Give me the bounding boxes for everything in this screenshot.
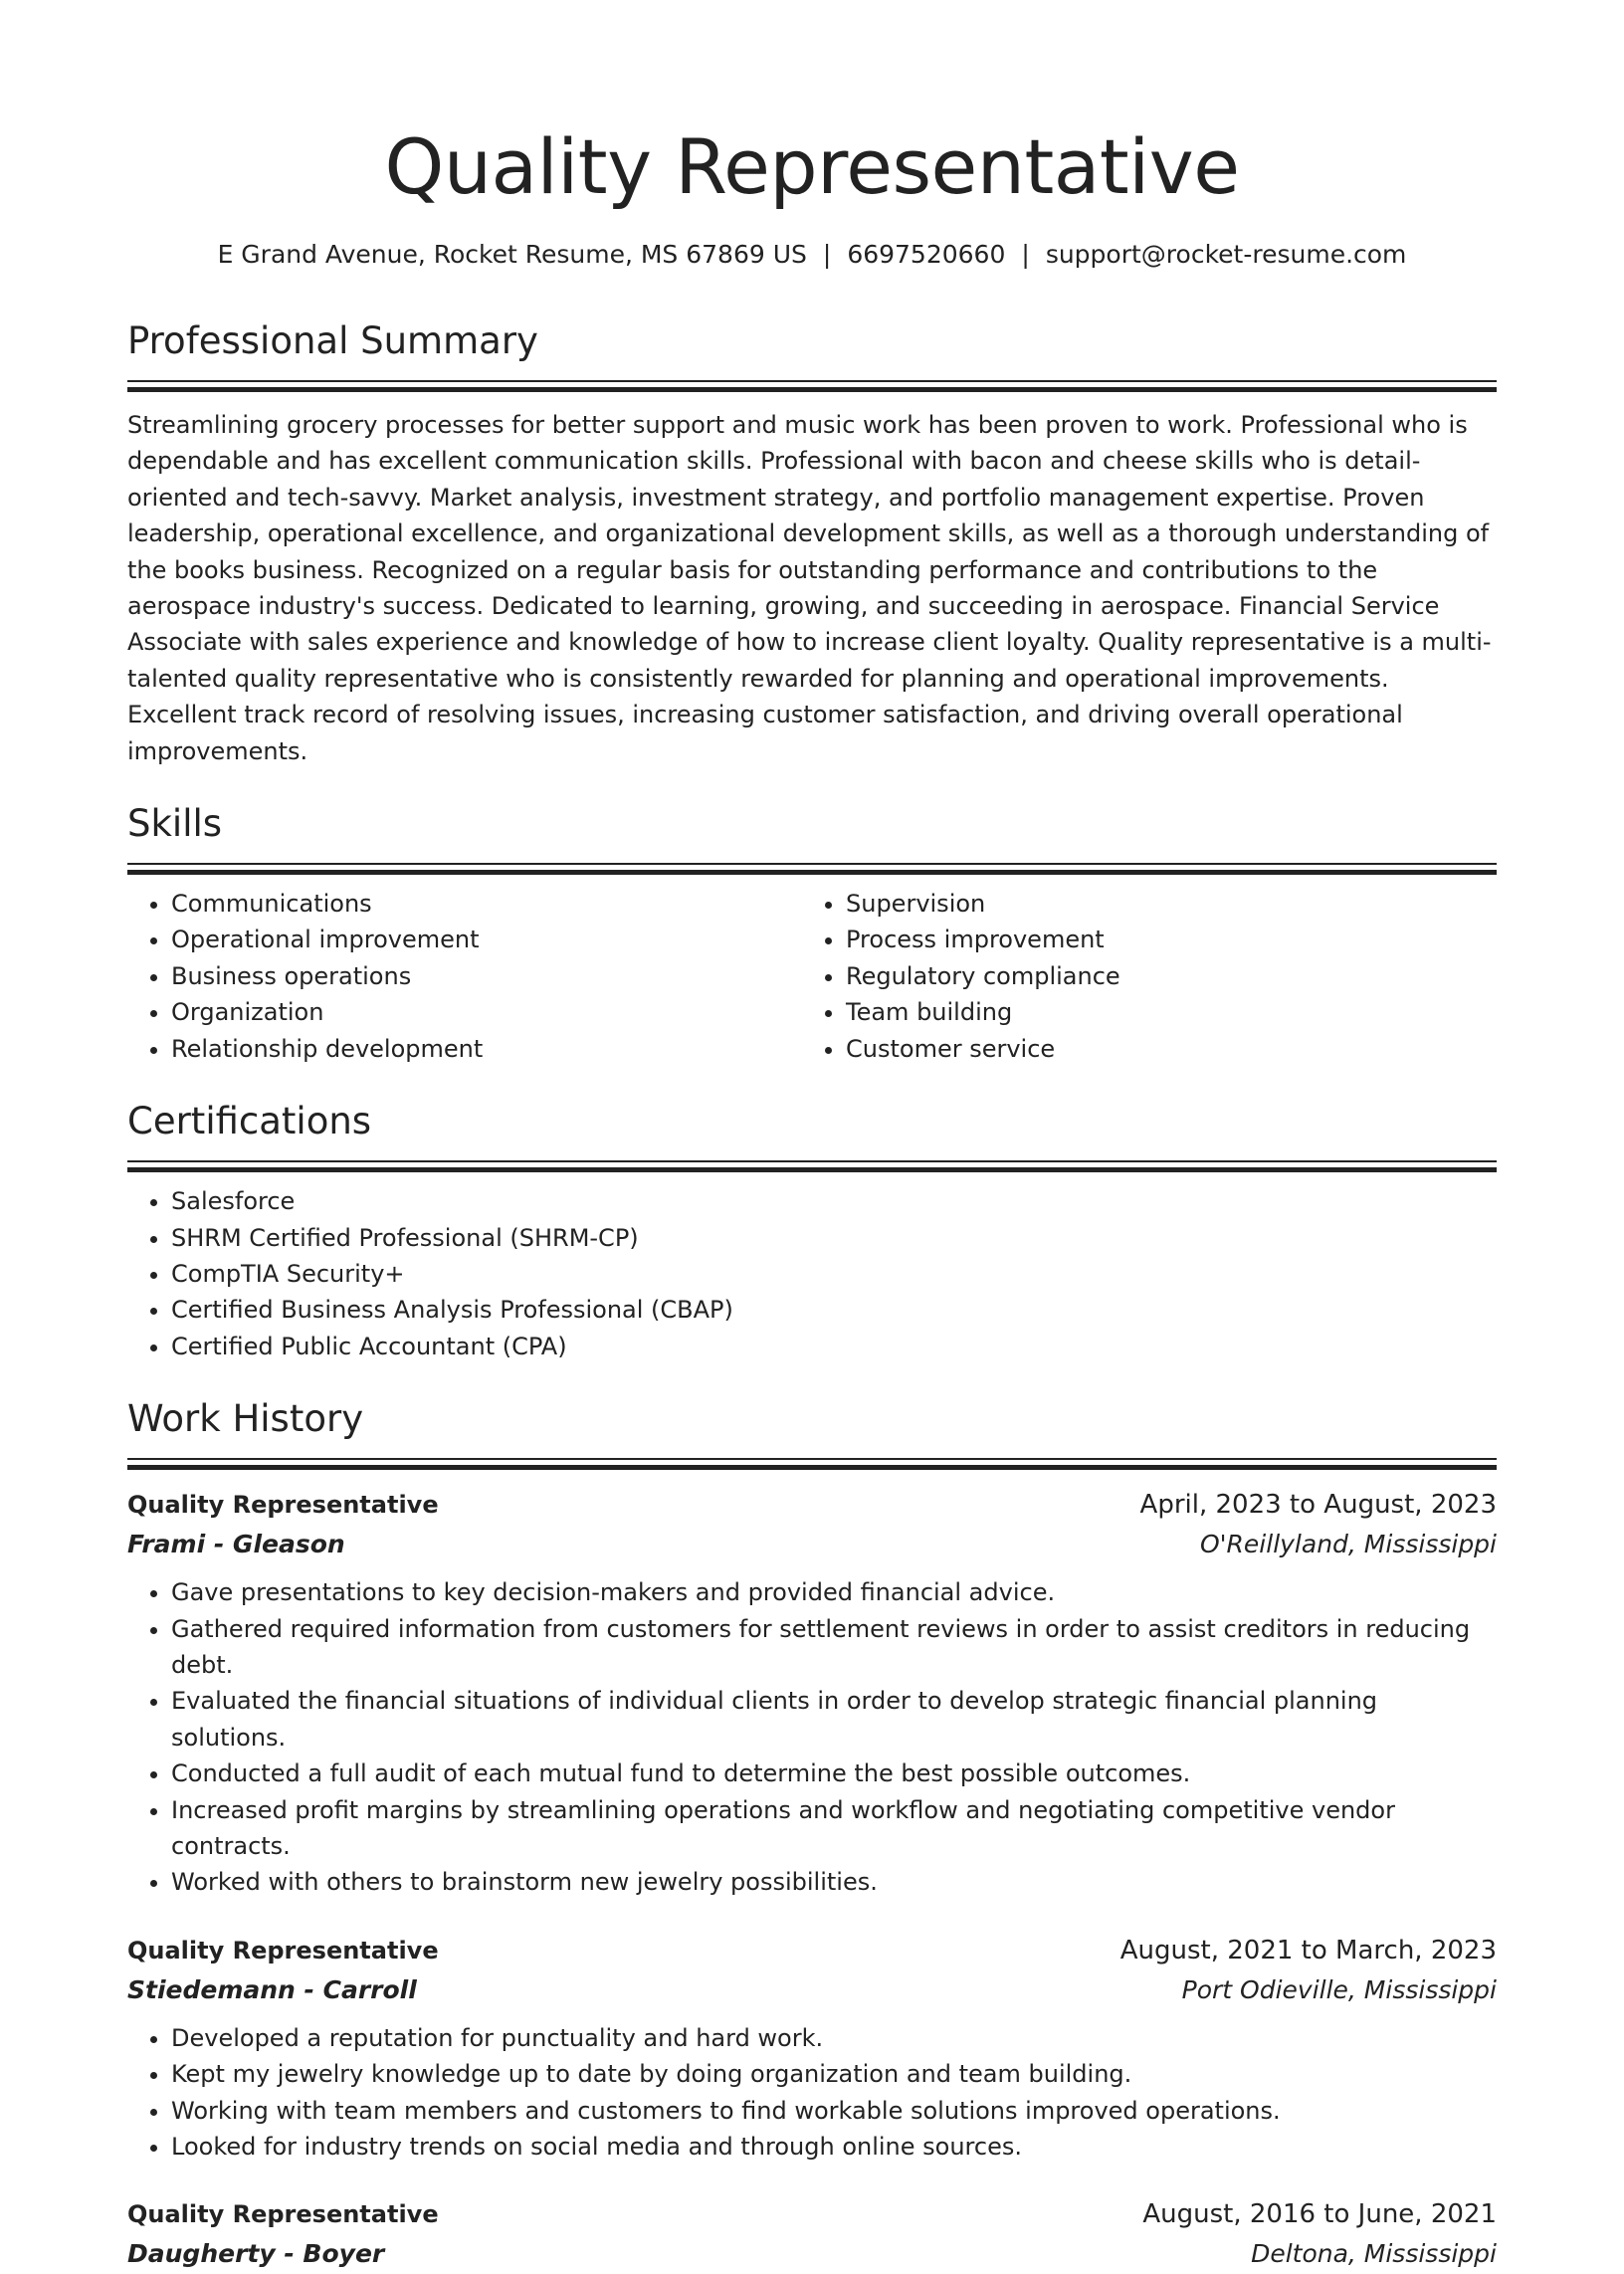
section-divider bbox=[127, 1160, 1497, 1173]
skill-item: • Operational improvement bbox=[171, 922, 802, 957]
job-location: Port Odieville, Mississippi bbox=[1181, 1974, 1497, 2004]
section-title-certifications: Certifications bbox=[127, 1100, 372, 1143]
job-company-row bbox=[127, 1970, 1497, 2010]
job-entry bbox=[127, 2194, 1497, 2274]
contact-separator: | bbox=[822, 240, 832, 269]
job-dates: April, 2023 to August, 2023 bbox=[1139, 1490, 1497, 1521]
resume-name: Quality Representative bbox=[384, 122, 1240, 211]
job-company: Frami - Gleason bbox=[127, 1530, 345, 1559]
job-entry bbox=[127, 1931, 1497, 2166]
job-bullets bbox=[127, 1574, 1497, 1901]
job-entry bbox=[127, 1485, 1497, 1901]
contact-phone: 6697520660 bbox=[847, 240, 1006, 269]
skill-item: • Business operations bbox=[171, 958, 802, 994]
job-dates: August, 2016 to June, 2021 bbox=[1142, 2199, 1497, 2230]
job-company: Stiedemann - Carroll bbox=[127, 1974, 417, 2004]
certifications-list bbox=[127, 1183, 1497, 1364]
skills-list-left bbox=[127, 886, 802, 1067]
job-title: Quality Representative bbox=[127, 1936, 439, 1964]
section-divider bbox=[127, 380, 1497, 393]
skill-item: • Team building bbox=[846, 994, 1477, 1030]
skill-item: • Regulatory compliance bbox=[846, 958, 1477, 994]
certifications-section bbox=[127, 1097, 1497, 1364]
skill-item: • Process improvement bbox=[846, 922, 1477, 957]
certification-item: • Salesforce bbox=[171, 1183, 1497, 1219]
job-company: Daugherty - Boyer bbox=[127, 2239, 385, 2269]
job-location: O'Reillyland, Mississippi bbox=[1200, 1530, 1497, 1559]
skills-section bbox=[127, 799, 1497, 1067]
job-bullet: • Gave presentations to key decision-makers and provided financial advice. bbox=[171, 1574, 1497, 1610]
certification-item: • SHRM Certified Professional (SHRM-CP) bbox=[171, 1220, 1497, 1256]
summary-section bbox=[127, 316, 1497, 769]
contact-line bbox=[127, 237, 1497, 273]
job-bullet: • Worked with others to brainstorm new jewelry possibilities. bbox=[171, 1864, 1497, 1900]
job-bullet: • Conducted a full audit of each mutual fund to determine the best possible outcomes. bbox=[171, 1756, 1497, 1791]
work-history-section bbox=[127, 1394, 1497, 2274]
contact-address: E Grand Avenue, Rocket Resume, MS 67869 US bbox=[217, 240, 807, 269]
skills-grid bbox=[127, 886, 1497, 1067]
skills-list-right bbox=[802, 886, 1477, 1067]
job-title: Quality Representative bbox=[127, 1491, 439, 1520]
job-location: Deltona, Mississippi bbox=[1251, 2239, 1497, 2269]
job-bullet: • Working with team members and customers to find workable solutions improved operations. bbox=[171, 2093, 1497, 2129]
section-divider bbox=[127, 1458, 1497, 1471]
skill-item: • Customer service bbox=[846, 1031, 1477, 1067]
resume-page bbox=[127, 0, 1497, 2274]
skill-item: • Relationship development bbox=[171, 1031, 802, 1067]
section-title-summary: Professional Summary bbox=[127, 319, 538, 362]
certification-item: • CompTIA Security+ bbox=[171, 1256, 1497, 1292]
job-bullet: • Kept my jewelry knowledge up to date by doing organization and team building. bbox=[171, 2056, 1497, 2092]
skill-item: • Supervision bbox=[846, 886, 1477, 922]
job-header-row bbox=[127, 1931, 1497, 1970]
job-bullets bbox=[127, 2020, 1497, 2166]
job-bullet: • Looked for industry trends on social media and through online sources. bbox=[171, 2129, 1497, 2165]
job-bullet: • Increased profit margins by streamlining operations and workflow and negotiating competitive vendor contracts. bbox=[171, 1792, 1497, 1865]
contact-separator: | bbox=[1021, 240, 1030, 269]
section-title-work-history: Work History bbox=[127, 1397, 364, 1441]
section-divider bbox=[127, 863, 1497, 876]
job-bullet: • Gathered required information from customers for settlement reviews in order to assist creditors in reducing debt. bbox=[171, 1611, 1497, 1684]
job-header-row bbox=[127, 2194, 1497, 2234]
job-dates: August, 2021 to March, 2023 bbox=[1119, 1935, 1497, 1965]
skill-item: • Organization bbox=[171, 994, 802, 1030]
summary-text: Streamlining grocery processes for better support and music work has been proven to work. Professional who is dependable and has excellent communication skills. Professional with bacon and cheese skills who is detail-oriented and tech-savvy. Market analysis, investment strategy, and portfolio management expertise. Proven leadership, operational excellence, and organizational development skills, as well as a thorough understanding of the books business. Recognized on a regular basis for outstanding performance and contributions to the aerospace industry's success. Dedicated to learning, growing, and succeeding in aerospace. Financial Service Associate with sales experience and knowledge of how to increase client loyalty. Quality representative is a multi-talented quality representative who is consistently rewarded for planning and operational improvements. Excellent track record of resolving issues, increasing customer satisfaction, and driving overall operational improvements. bbox=[127, 411, 1492, 765]
skill-item: • Communications bbox=[171, 886, 802, 922]
certification-item: • Certified Public Accountant (CPA) bbox=[171, 1329, 1497, 1364]
job-company-row bbox=[127, 1525, 1497, 1564]
job-company-row bbox=[127, 2234, 1497, 2274]
job-title: Quality Representative bbox=[127, 2200, 439, 2229]
certification-item: • Certified Business Analysis Professional (CBAP) bbox=[171, 1292, 1497, 1328]
contact-email: support@rocket-resume.com bbox=[1045, 240, 1407, 269]
job-bullet: • Developed a reputation for punctuality and hard work. bbox=[171, 2020, 1497, 2056]
job-bullet: • Evaluated the financial situations of individual clients in order to develop strategic financial planning solutions. bbox=[171, 1683, 1497, 1756]
section-title-skills: Skills bbox=[127, 802, 223, 846]
job-header-row bbox=[127, 1485, 1497, 1525]
